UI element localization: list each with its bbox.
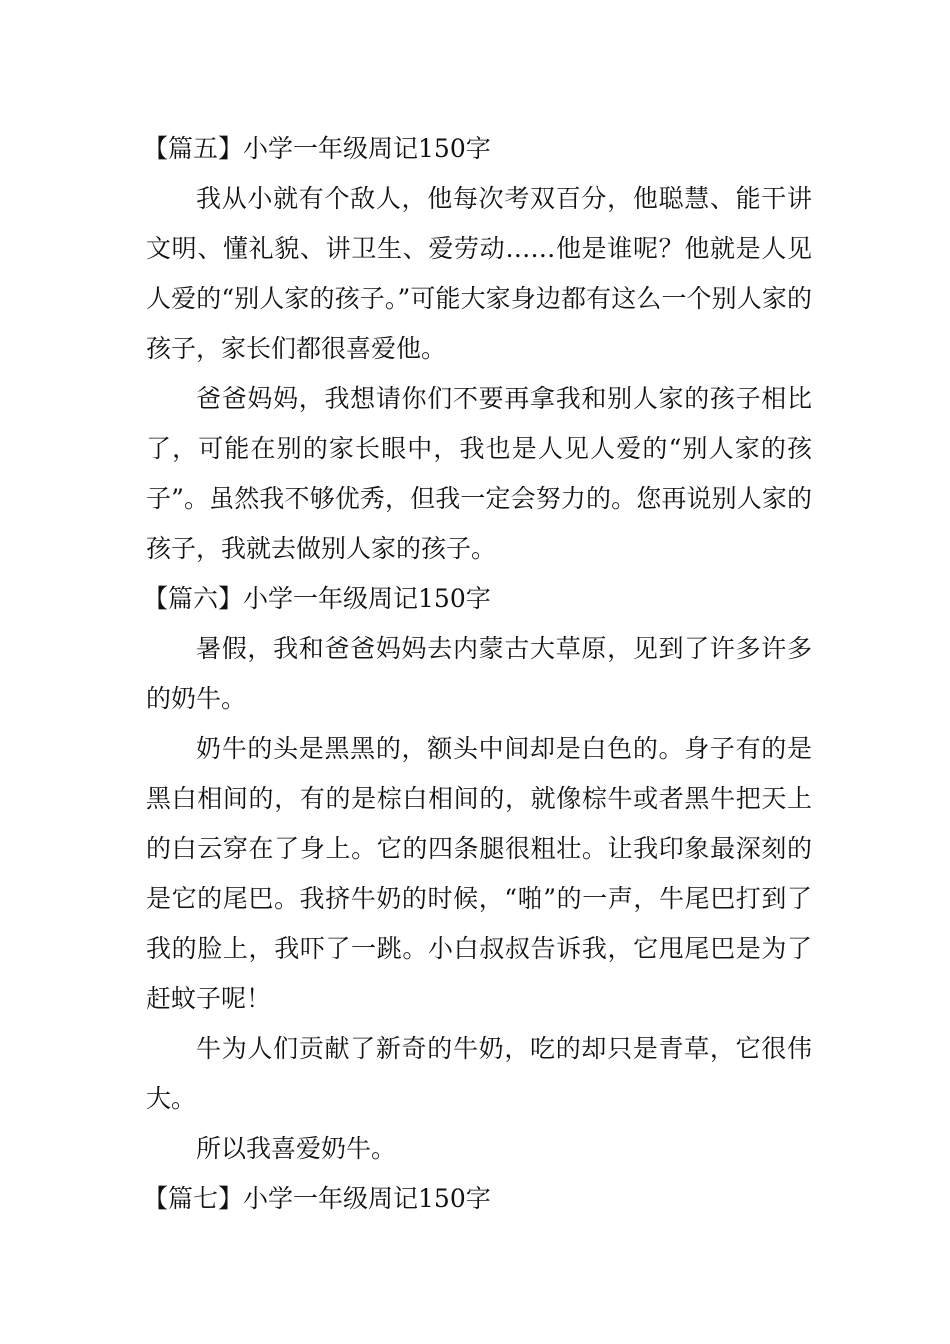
paragraph: 奶牛的头是黑黑的，额头中间却是白色的。身子有的是黑白相间的，有的是棕白相间的，就像棕牛或者黑牛把天上的白云穿在了身上。它的四条腿很粗壮。让我印象最深刻的是它的尾巴。我挤牛奶的时候，“啪”的一声，牛尾巴打到了我的脸上，我吓了一跳。小白叔叔告诉我，它甩尾巴是为了赶蚊子呢！	[146, 734, 812, 1013]
section-six	[143, 574, 812, 1174]
paragraph: 暑假，我和爸爸妈妈去内蒙古大草原，见到了许多许多的奶牛。	[146, 634, 812, 713]
section-seven	[143, 1174, 812, 1224]
paragraph: 牛为人们贡献了新奇的牛奶，吃的却只是青草，它很伟大。	[146, 1034, 812, 1113]
section-heading: 【篇五】小学一年级周记150字	[143, 134, 491, 163]
section-heading: 【篇六】小学一年级周记150字	[143, 584, 491, 613]
paragraph: 所以我喜爱奶牛。	[196, 1134, 397, 1163]
section-heading: 【篇七】小学一年级周记150字	[143, 1184, 491, 1213]
document-body	[143, 124, 812, 1224]
section-five	[143, 124, 812, 574]
paragraph: 爸爸妈妈，我想请你们不要再拿我和别人家的孩子相比了，可能在别的家长眼中，我也是人见人爱的“别人家的孩子”。虽然我不够优秀，但我一定会努力的。您再说别人家的孩子，我就去做别人家的孩子。	[146, 384, 812, 563]
paragraph: 我从小就有个敌人，他每次考双百分，他聪慧、能干讲文明、懂礼貌、讲卫生、爱劳动……他是谁呢？他就是人见人爱的“别人家的孩子。”可能大家身边都有这么一个别人家的孩子，家长们都很喜爱他。	[146, 184, 812, 363]
